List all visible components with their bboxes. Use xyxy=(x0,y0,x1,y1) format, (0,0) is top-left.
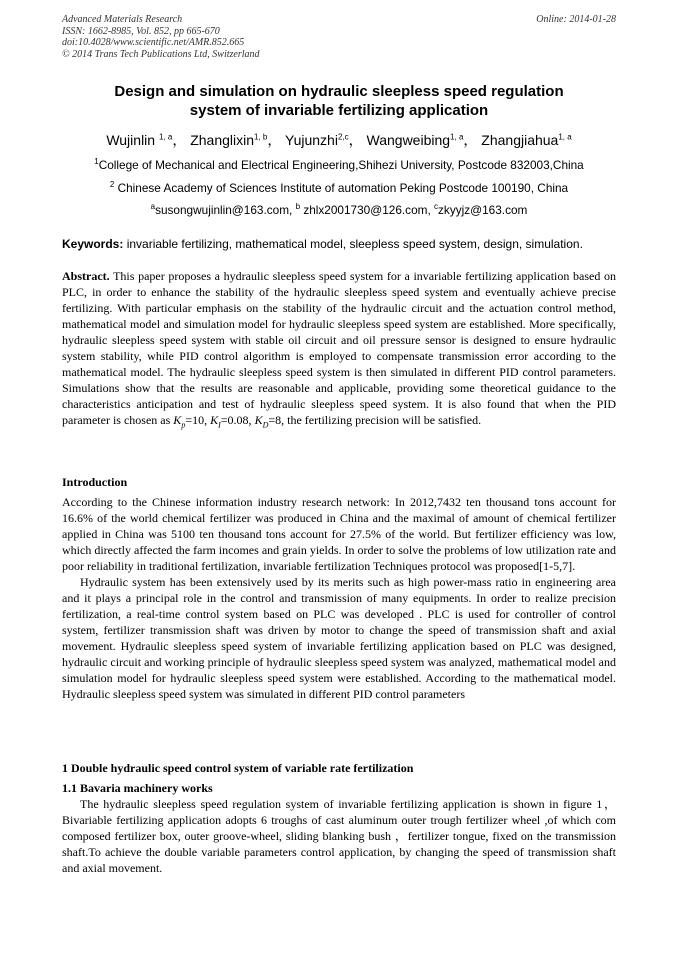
affiliation-2 xyxy=(62,181,616,196)
keywords-text: invariable fertilizing, mathematical model, sleepless speed system, design, simulation. xyxy=(123,237,583,251)
author-name: Wujinlin xyxy=(106,132,156,148)
ki-symbol: $K_I$ xyxy=(210,413,221,430)
author-separator: ， xyxy=(267,132,282,148)
journal-doi: doi:10.4028/www.scientific.net/AMR.852.665 xyxy=(62,37,245,48)
journal-copyright: © 2014 Trans Tech Publications Ltd, Switzerland xyxy=(62,48,260,60)
author-emails xyxy=(62,203,616,218)
ki-value: =0.08, xyxy=(220,413,255,427)
author-separator: ， xyxy=(463,132,478,148)
kp-symbol: $K_p$ xyxy=(173,413,186,430)
abstract-label: Abstract. xyxy=(62,269,110,283)
abstract-text: This paper proposes a hydraulic sleepless speed system for a invariable fertilizing application based on PLC, in order to enhance the stability of the hydraulic sleepless speed system and eventually achieve precise fertilizing. With particular emphasis on the stability of the hydraulic circuit and the actuation control method, mathematical model and simulation model for hydraulic sleepless speed system are established. More specifically, hydraulic sleepless speed system with stable oil circuit and oil pressure sensor is designed to ensure hydraulic system stability, while PID control algorithm is employed to compensate transmission error according to the mathematical model. The hydraulic sleepless speed system is then simulated in different PID control parameters. Simulations show that the results are reasonable and applicable, providing some theoretical guidance to the characteristics anticipation and test of hydraulic sleepless speed system. It is also found that when the PID parameter is chosen as xyxy=(62,269,616,427)
author-name: Wangweibing xyxy=(366,132,451,148)
title-line-2: system of invariable fertilizing application xyxy=(189,102,489,119)
keywords xyxy=(62,236,616,252)
author-name: Zhanglixin xyxy=(190,132,255,148)
paper-title xyxy=(62,82,616,120)
kd-symbol: $K_D$ xyxy=(254,413,269,430)
author-affil-mark: 1, a xyxy=(450,132,464,142)
kp-value: =10, xyxy=(185,413,211,427)
affil-text: Chinese Academy of Sciences Institute of automation Peking Postcode 100190, China xyxy=(114,181,569,195)
keywords-label: Keywords: xyxy=(62,237,124,251)
affil-mark: 2 xyxy=(109,180,115,190)
section-1-heading: 1 Double hydraulic speed control system of variable rate fertilization xyxy=(62,761,414,775)
author-affil-mark: 1, a xyxy=(158,132,173,142)
intro-paragraph-2: Hydraulic system has been extensively used by its merits such as high power-mass ratio in engineering area and it plays a principal role in the control and transmission of many equipments. In order to realize precision fertilization, a real-time control system based on PLC was developed . PLC is used for controller of control system, fertilizer transmission shaft was driven by motor to change the speed of transmission shaft and axial movement. Hydraulic sleepless speed system of invariable fertilizing application based on PLC was designed, hydraulic circuit and working principle of hydraulic sleepless speed system was analyzed, mathematical model and simulation model for hydraulic sleepless speed system were established. According to the mathematical model. Hydraulic sleepless speed system was simulated in different PID control parameters xyxy=(62,575,616,701)
author-name: Zhangjiahua xyxy=(481,132,559,148)
section-1-1-heading: 1.1 Bavaria machinery works xyxy=(62,781,213,795)
author-separator: ， xyxy=(172,132,187,148)
author-affil-mark: 1, b xyxy=(254,132,268,142)
journal-name: Advanced Materials Research xyxy=(62,14,183,25)
intro-paragraph-1: According to the Chinese information industry research network: In 2012,7432 ten thousand tons account for 16.6% of the world chemical fertilizer was produced in China and the maximal of amount of chemical fertilizer applied in China was 5100 ten thousand tons account for 27.5% of the world. But fertilizer efficiency was low, which directly affected the farm incomes and grain yields. In order to solve the problems of low utilization rate and poor reliability in traditional fertilization, invariable fertilization Techniques protocol was proposed[1-5,7]. xyxy=(62,495,616,573)
author-affil-mark: 1, a xyxy=(558,132,572,142)
author-name: Yujunzhi xyxy=(285,132,338,148)
email-c: zkyyjz@163.com xyxy=(438,203,528,217)
email-mark: c xyxy=(434,202,439,212)
email-a: susongwujinlin@163.com, xyxy=(155,203,296,217)
journal-issn: ISSN: 1662-8985, Vol. 852, pp 665-670 xyxy=(62,25,220,37)
kd-value: =8, the fertilizing precision will be satisfied. xyxy=(268,413,482,427)
introduction-heading: Introduction xyxy=(62,475,128,489)
affiliation-1 xyxy=(62,158,616,173)
author-separator: ， xyxy=(348,132,363,148)
online-date: Online: 2014-01-28 xyxy=(536,14,616,25)
email-mark: b xyxy=(295,202,301,212)
affil-text: College of Mechanical and Electrical Engineering,Shihezi University, Postcode 832003,China xyxy=(98,158,584,172)
section-1-1-paragraph: The hydraulic sleepless speed regulation system of invariable fertilizing application is shown in figure 1，Bivariable fertilizing application adopts 6 troughs of cast aluminum outer trough fertilizer wheel ,of which com composed fertilizer box, outer groove-wheel, sliding blanking bush ，fertilizer tongue, fixed on the transmission shaft.To achieve the double variable parameters control application, by changing the speed of transmission shaft and axial movement. xyxy=(62,797,616,875)
author-affil-mark: 2,c xyxy=(337,132,349,142)
title-line-1: Design and simulation on hydraulic sleepless speed regulation xyxy=(114,83,564,100)
introduction-body xyxy=(62,494,616,702)
section-1-1-body xyxy=(62,796,616,876)
author-list xyxy=(62,131,616,149)
abstract xyxy=(62,268,616,428)
email-mark: a xyxy=(150,202,156,212)
affil-mark: 1 xyxy=(94,157,99,167)
journal-header xyxy=(62,14,616,60)
email-b: zhlx2001730@126.com, xyxy=(300,203,435,217)
